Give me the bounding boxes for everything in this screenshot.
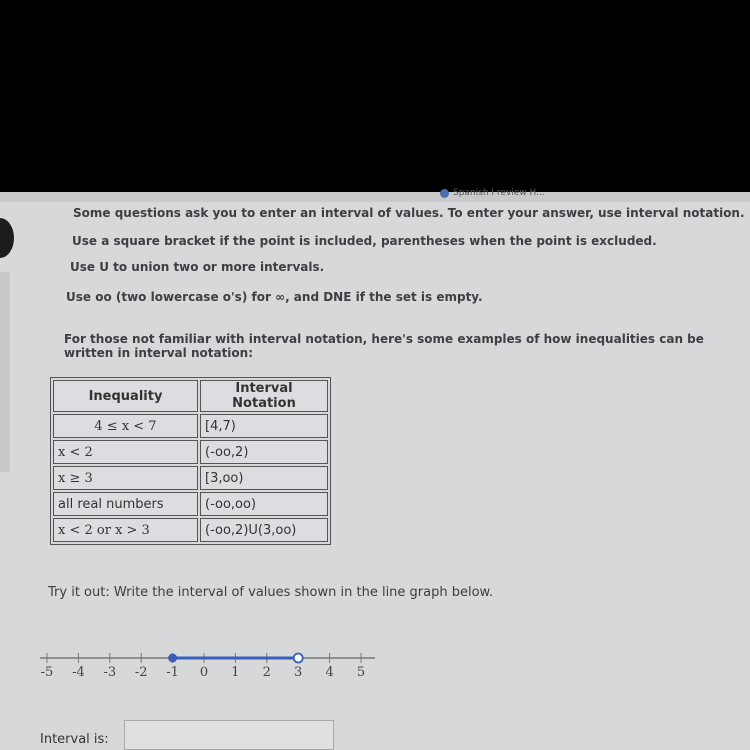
inequality-cell: x < 2 <box>53 440 198 464</box>
infinity-symbol: ∞ <box>275 290 286 304</box>
answer-row <box>40 732 109 747</box>
tick-label: 5 <box>356 665 366 680</box>
open-endpoint-circle <box>294 654 303 663</box>
notation-cell: [3,oo) <box>200 466 328 490</box>
tick-label: 1 <box>231 665 240 680</box>
bookmarks-bar <box>0 188 750 202</box>
inequality-cell: all real numbers <box>53 492 198 516</box>
tick-label: -3 <box>103 665 117 680</box>
table-row <box>53 466 328 490</box>
notation-cell: [4,7) <box>200 414 328 438</box>
inequality-cell: x < 2 or x > 3 <box>53 518 198 542</box>
instruction-line-5: For those not familiar with interval notation, here's some examples of how inequalities can be written in interval notation: <box>64 332 704 360</box>
inequality-cell: x ≥ 3 <box>53 466 198 490</box>
tick-label: 2 <box>262 665 271 680</box>
instruction-line-4-suffix: if the set is empty. <box>351 290 483 304</box>
interval-examples-table <box>50 377 331 545</box>
screen <box>0 188 750 750</box>
table-row <box>53 414 328 438</box>
tick-label: 0 <box>199 665 209 680</box>
instruction-line-4-mid: , and <box>285 290 324 304</box>
table-row <box>53 518 328 542</box>
instruction-line-4-prefix: Use oo (two lowercase o's) for <box>66 290 276 304</box>
number-line <box>30 632 390 682</box>
notation-cell: (-oo,2) <box>200 440 328 464</box>
side-circle-icon <box>0 218 14 258</box>
table-header-row <box>53 380 328 412</box>
tick-label: 3 <box>294 665 303 680</box>
bookmark-icon <box>440 189 449 198</box>
inequality-cell: 4 ≤ x < 7 <box>53 414 198 438</box>
header-inequality: Inequality <box>53 380 198 412</box>
table-row <box>53 440 328 464</box>
closed-endpoint-dot <box>168 654 177 663</box>
bookmark-label: Spanish I review H... <box>453 188 545 198</box>
interval-answer-input[interactable] <box>124 720 334 750</box>
notation-cell: (-oo,2)U(3,oo) <box>200 518 328 542</box>
instruction-line-2: Use a square bracket if the point is included, parentheses when the point is excluded. <box>72 234 657 248</box>
notation-cell: (-oo,oo) <box>200 492 328 516</box>
instruction-line-4 <box>66 290 483 304</box>
left-scroll-strip <box>0 272 10 472</box>
table-row <box>53 492 328 516</box>
tick-label: -4 <box>72 665 85 680</box>
instruction-line-1: Some questions ask you to enter an interval of values. To enter your answer, use interval notation. <box>73 206 745 220</box>
tick-label: -2 <box>134 665 148 680</box>
try-it-prompt: Try it out: Write the interval of values shown in the line graph below. <box>48 585 494 600</box>
instruction-line-3: Use U to union two or more intervals. <box>70 260 325 274</box>
tick-label: -5 <box>40 665 54 680</box>
tick-label: 4 <box>325 665 334 680</box>
bookmark-item[interactable] <box>440 188 545 198</box>
dne-keyword: DNE <box>323 290 352 304</box>
header-interval-notation: Interval Notation <box>200 380 328 412</box>
interval-label: Interval is: <box>40 732 109 747</box>
tick-label: -1 <box>166 665 179 680</box>
